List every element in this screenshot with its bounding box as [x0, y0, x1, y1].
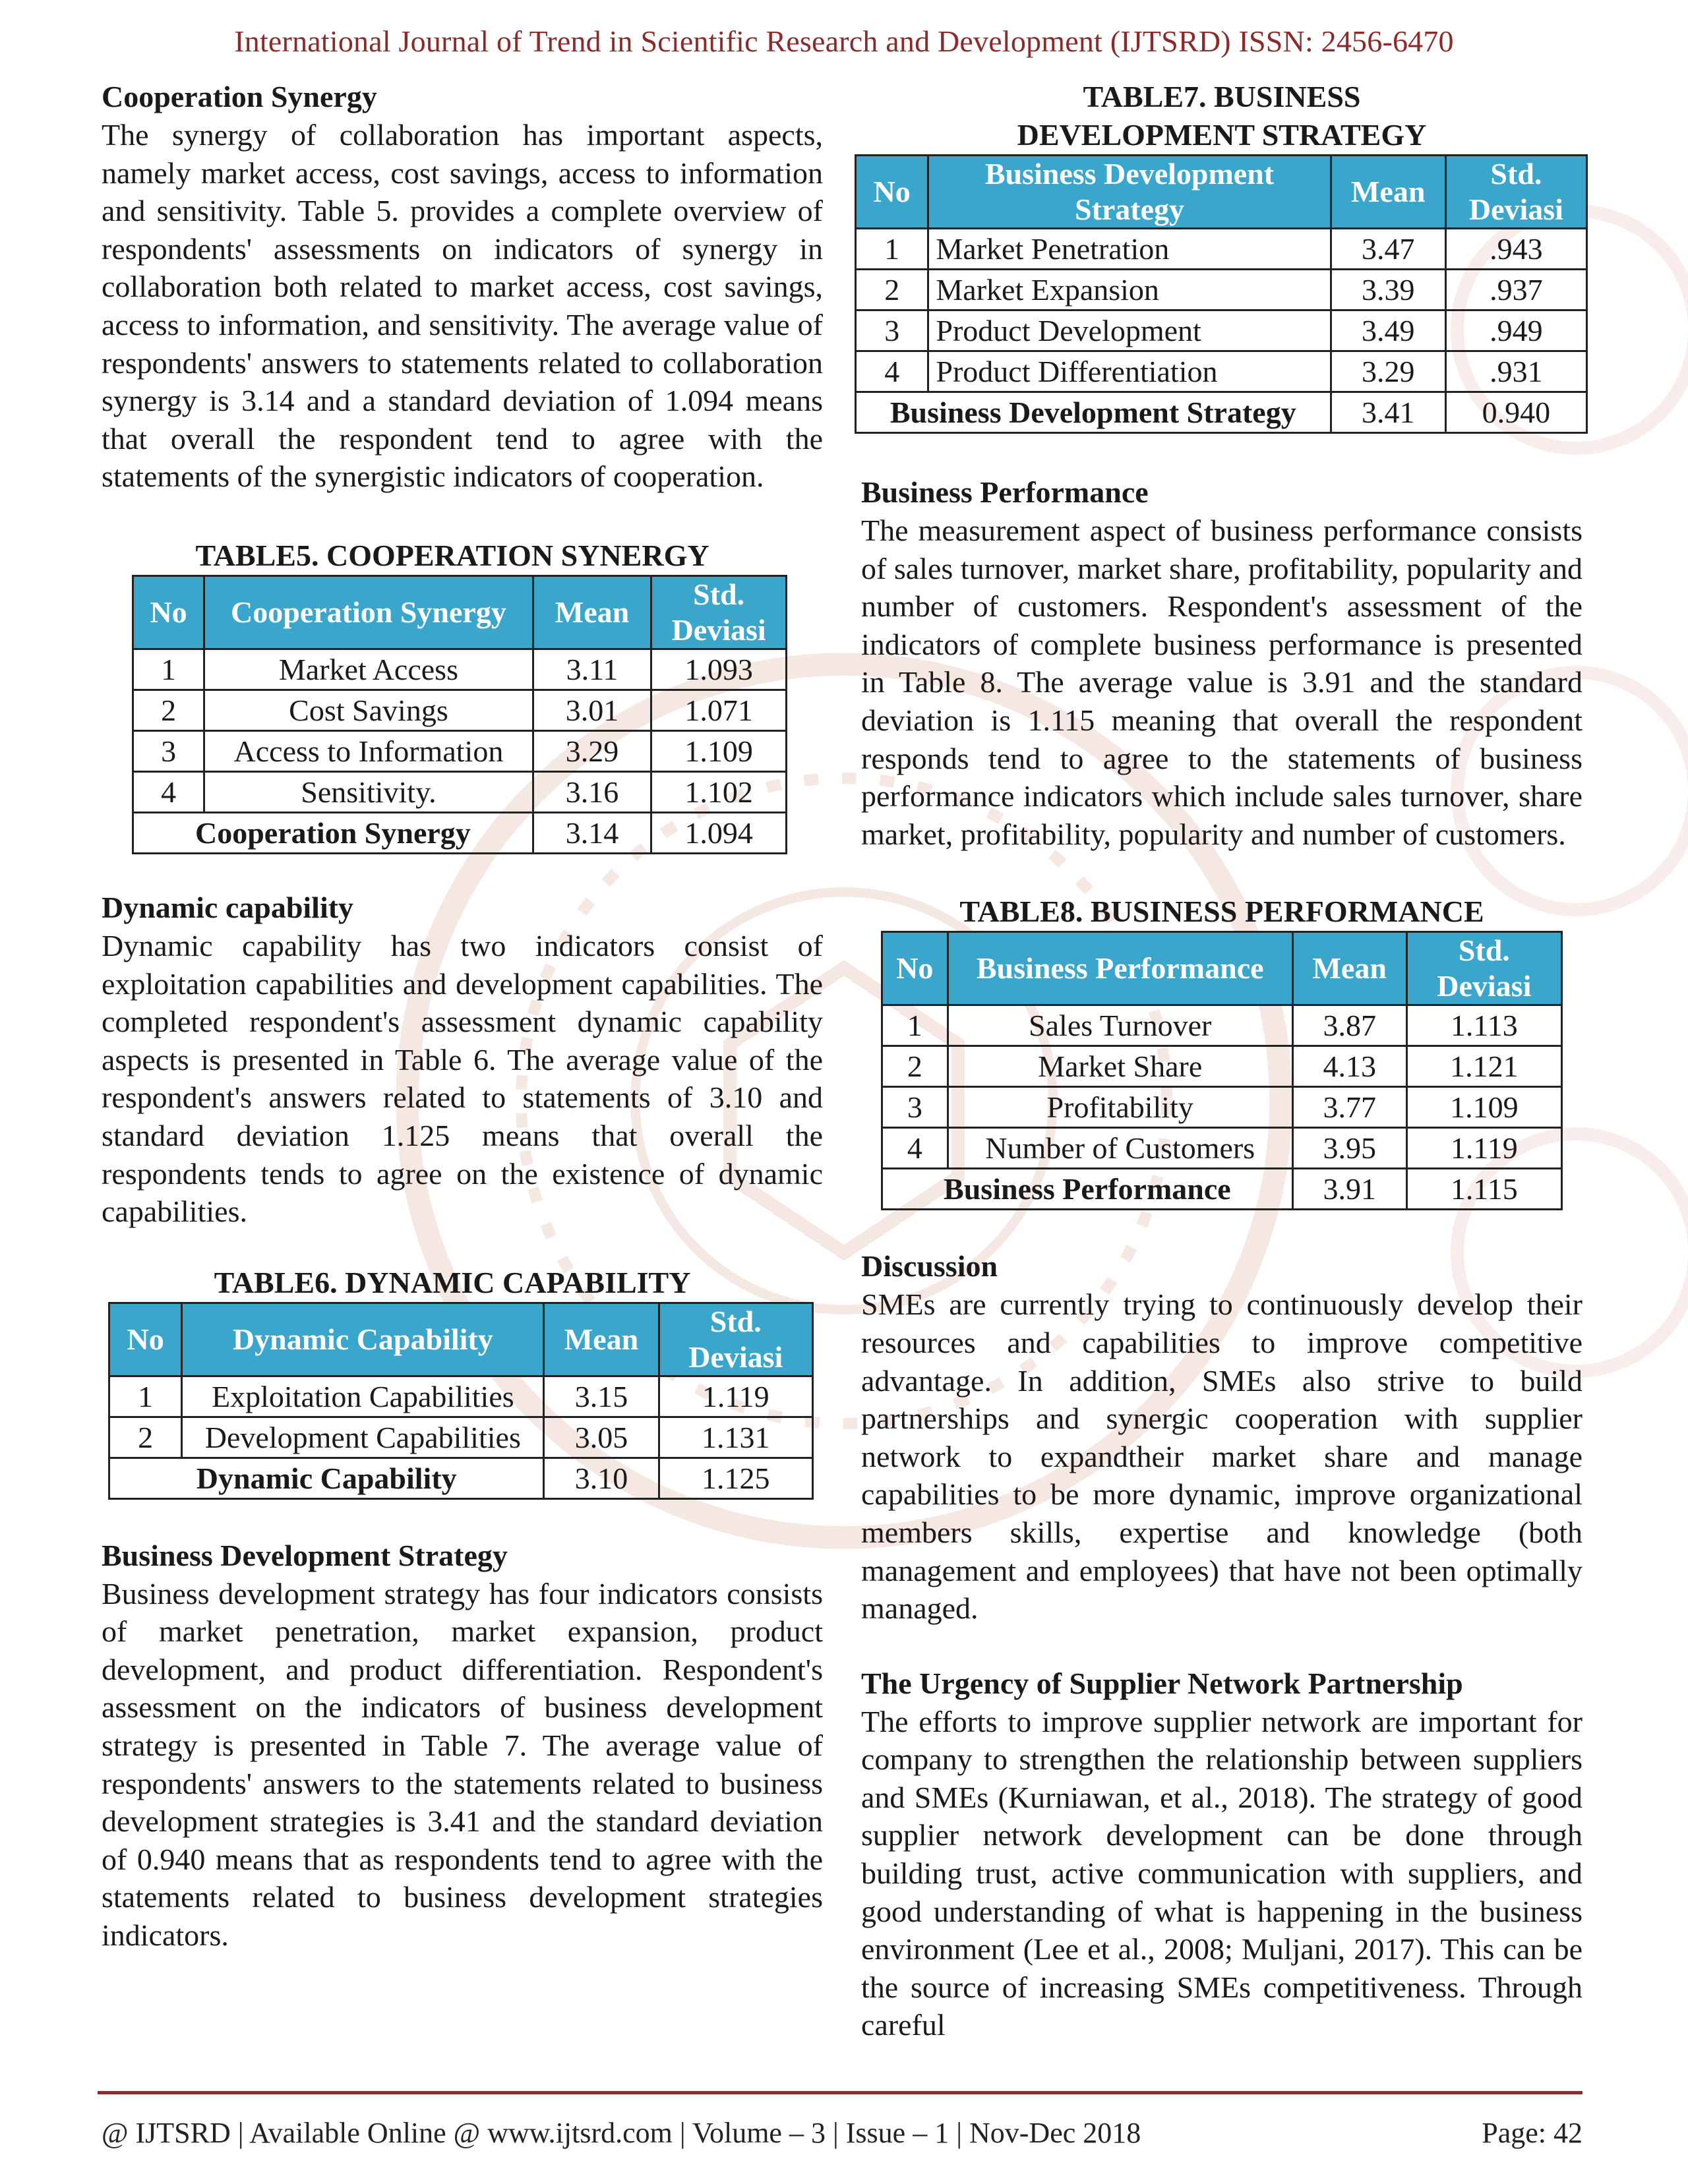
- table-cell: 4: [882, 1128, 948, 1169]
- table-header-cell: Mean: [1331, 156, 1445, 229]
- table-cell: Market Penetration: [928, 229, 1331, 270]
- table-cell: 3.10: [544, 1458, 659, 1498]
- table-row: [109, 1417, 813, 1458]
- table-cell: 1: [856, 229, 928, 270]
- table-cell: Sales Turnover: [948, 1005, 1292, 1046]
- table-header-cell: Std. Deviasi: [1445, 156, 1586, 229]
- table-cell: 3: [856, 310, 928, 351]
- section-title-cooperation-synergy: Cooperation Synergy: [102, 80, 377, 113]
- table-header-row: [882, 932, 1562, 1005]
- table-cell: 3.29: [1331, 351, 1445, 392]
- table7-business-development-strategy: [855, 154, 1588, 434]
- table-cell: 1.109: [651, 730, 787, 771]
- table-header-cell: Dynamic Capability: [182, 1303, 544, 1376]
- table-total-row: [882, 1169, 1562, 1210]
- table-row: [882, 1046, 1562, 1087]
- table-cell: .931: [1445, 351, 1586, 392]
- table6-caption: TABLE6. DYNAMIC CAPABILITY: [214, 1265, 691, 1299]
- table-header-cell: Mean: [1292, 932, 1406, 1005]
- table-cell: 1.093: [651, 649, 787, 690]
- table-cell: 3.15: [544, 1376, 659, 1417]
- table8-business-performance: [881, 931, 1563, 1210]
- table-cell: 3.39: [1331, 270, 1445, 310]
- section-title-dynamic-capability: Dynamic capability: [102, 890, 354, 924]
- table-cell: 2: [133, 690, 204, 730]
- section-title-discussion: Discussion: [861, 1249, 998, 1284]
- table-header-row: [133, 576, 787, 649]
- left-column: [102, 78, 823, 1955]
- table-total-label: Cooperation Synergy: [133, 812, 533, 853]
- table-cell: 3.29: [533, 730, 651, 771]
- table-header-cell: No: [856, 156, 928, 229]
- table-cell: 4: [856, 351, 928, 392]
- table-total-row: [109, 1458, 813, 1498]
- table-row: [882, 1005, 1562, 1046]
- table-row: [882, 1128, 1562, 1169]
- table-cell: Development Capabilities: [182, 1417, 544, 1458]
- table-row: [856, 270, 1587, 310]
- table-header-cell: Mean: [533, 576, 651, 649]
- table-cell: 3.14: [533, 812, 651, 853]
- table-cell: Exploitation Capabilities: [182, 1376, 544, 1417]
- table-cell: 3.49: [1331, 310, 1445, 351]
- section-title-urgency-supplier-network: The Urgency of Supplier Network Partnership: [861, 1666, 1463, 1700]
- table-cell: 3.77: [1292, 1087, 1406, 1128]
- table-cell: Number of Customers: [948, 1128, 1292, 1169]
- table-row: [109, 1376, 813, 1417]
- table-row: [856, 229, 1587, 270]
- journal-header: International Journal of Trend in Scientific Research and Development (IJTSRD) ISSN: 2456-6470: [234, 24, 1454, 58]
- table-header-cell: Mean: [544, 1303, 659, 1376]
- table-cell: Profitability: [948, 1087, 1292, 1128]
- table-total-label: Dynamic Capability: [109, 1458, 544, 1498]
- table-cell: Market Share: [948, 1046, 1292, 1087]
- table-cell: 1.071: [651, 690, 787, 730]
- table-cell: 3: [133, 730, 204, 771]
- table-cell: 3.16: [533, 771, 651, 812]
- table-row: [133, 690, 787, 730]
- table-header-row: [109, 1303, 813, 1376]
- table-cell: 1.119: [659, 1376, 813, 1417]
- paragraph-dynamic-capability: Dynamic capability has two indicators consist of exploitation capabilities and development capabilities. The completed respondent's assessment dynamic capability aspects is presented in Table 6. The average value of the respondent's answers related to statements of 3.10 and standard deviation 1.125 means that overall the respondents tends to agree on the existence of dynamic capabilities.: [102, 928, 823, 1229]
- table6-dynamic-capability: [108, 1302, 814, 1500]
- table-cell: 3.87: [1292, 1005, 1406, 1046]
- page-footer: [102, 2116, 1582, 2150]
- table-cell: 3.05: [544, 1417, 659, 1458]
- table-row: [856, 351, 1587, 392]
- table-cell: 4.13: [1292, 1046, 1406, 1087]
- table-cell: .937: [1445, 270, 1586, 310]
- table-header-row: [856, 156, 1587, 229]
- table-header-cell: No: [882, 932, 948, 1005]
- table-cell: 1.109: [1406, 1087, 1561, 1128]
- paragraph-business-performance: The measurement aspect of business performance consists of sales turnover, market share, profitability, popularity and number of customers. Respondent's assessment of the indicators of complete business performance is presented in Table 8. The average value is 3.91 and the standard deviation is 1.115 meaning that overall the respondent responds tend to agree to the statements of business performance indicators which include sales turnover, share market, profitability, popularity and number of customers.: [861, 514, 1582, 851]
- table-total-row: [856, 392, 1587, 433]
- paragraph-urgency-supplier-network: The efforts to improve supplier network are important for company to strengthen the relationship between suppliers and SMEs (Kurniawan, et al., 2018). The strategy of good supplier network development can be done through building trust, active communication with suppliers, and good understanding of what is happening in the business environment (Lee et al., 2008; Muljani, 2017). This can be the source of increasing SMEs competitiveness. Through careful: [861, 1704, 1582, 2042]
- table-header-cell: Business Development Strategy: [928, 156, 1331, 229]
- paragraph-discussion: SMEs are currently trying to continuously develop their resources and capabilities to improve competitive advantage. In addition, SMEs also strive to build partnerships and synergic cooperation with supplier network to expandtheir market share and manage capabilities to be more dynamic, improve organizational members skills, expertise and knowledge (both management and employees) that have not been optimally managed.: [861, 1287, 1582, 1626]
- table-cell: 3: [882, 1087, 948, 1128]
- table-header-cell: No: [109, 1303, 182, 1376]
- table-cell: Cost Savings: [204, 690, 533, 730]
- table-cell: 1.094: [651, 812, 787, 853]
- table-total-label: Business Development Strategy: [856, 392, 1331, 433]
- table-cell: 3.41: [1331, 392, 1445, 433]
- table8-caption: TABLE8. BUSINESS PERFORMANCE: [959, 895, 1484, 929]
- table-cell: 1.115: [1406, 1169, 1561, 1210]
- table7-caption: TABLE7. BUSINESS DEVELOPMENT STRATEGY: [1017, 80, 1427, 152]
- table-cell: 1: [133, 649, 204, 690]
- table-cell: 1.102: [651, 771, 787, 812]
- table-header-cell: Std. Deviasi: [651, 576, 787, 649]
- footer-journal-info: @ IJTSRD | Available Online @ www.ijtsrd.com | Volume – 3 | Issue – 1 | Nov-Dec 2018: [102, 2117, 1141, 2149]
- table-cell: 3.01: [533, 690, 651, 730]
- table-header-cell: Std. Deviasi: [659, 1303, 813, 1376]
- table-row: [133, 771, 787, 812]
- table-cell: 3.91: [1292, 1169, 1406, 1210]
- table-cell: 1.119: [1406, 1128, 1561, 1169]
- table-cell: 1.113: [1406, 1005, 1561, 1046]
- table-row: [133, 730, 787, 771]
- section-title-business-performance: Business Performance: [861, 475, 1149, 509]
- table-cell: .949: [1445, 310, 1586, 351]
- table-cell: 3.47: [1331, 229, 1445, 270]
- table-cell: 3.95: [1292, 1128, 1406, 1169]
- table5-caption: TABLE5. COOPERATION SYNERGY: [195, 538, 709, 572]
- table-cell: .943: [1445, 229, 1586, 270]
- table-cell: Market Expansion: [928, 270, 1331, 310]
- table-cell: 2: [856, 270, 928, 310]
- table-cell: 2: [109, 1417, 182, 1458]
- table-cell: 1: [882, 1005, 948, 1046]
- table-cell: Access to Information: [204, 730, 533, 771]
- paragraph-business-development-strategy: Business development strategy has four indicators consists of market penetration, market expansion, product development, and product differentiation. Respondent's assessment on the indicators of business development strategy is presented in Table 7. The average value of respondents' answers to the statements related to business development strategies is 3.41 and the standard deviation of 0.940 means that as respondents tend to agree with the statements related to business development strategies indicators.: [102, 1576, 823, 1953]
- right-column: [861, 78, 1582, 2044]
- table-header-cell: No: [133, 576, 204, 649]
- table-cell: 4: [133, 771, 204, 812]
- table-cell: Product Development: [928, 310, 1331, 351]
- table-total-label: Business Performance: [882, 1169, 1293, 1210]
- table-header-cell: Business Performance: [948, 932, 1292, 1005]
- paragraph-cooperation-synergy: The synergy of collaboration has important aspects, namely market access, cost savings, access to information and sensitivity. Table 5. provides a complete overview of respondents' assessments on indicators of synergy in collaboration both related to market access, cost savings, access to information, and sensitivity. The average value of respondents' answers to statements related to collaboration synergy is 3.14 and a standard deviation of 1.094 means that overall the respondent tend to agree with the statements of the synergistic indicators of cooperation.: [102, 118, 823, 494]
- table-cell: 0.940: [1445, 392, 1586, 433]
- table5-cooperation-synergy: [132, 575, 787, 854]
- table-row: [882, 1087, 1562, 1128]
- page-number: Page: 42: [1482, 2117, 1582, 2149]
- table-cell: 1.125: [659, 1458, 813, 1498]
- table-cell: 2: [882, 1046, 948, 1087]
- table-cell: 3.11: [533, 649, 651, 690]
- section-title-business-development-strategy: Business Development Strategy: [102, 1538, 508, 1572]
- table-row: [856, 310, 1587, 351]
- table-cell: 1.131: [659, 1417, 813, 1458]
- footer-divider: [98, 2091, 1582, 2094]
- table-cell: 1: [109, 1376, 182, 1417]
- table-header-cell: Cooperation Synergy: [204, 576, 533, 649]
- table-cell: Product Differentiation: [928, 351, 1331, 392]
- table-cell: Market Access: [204, 649, 533, 690]
- table-cell: Sensitivity.: [204, 771, 533, 812]
- table-row: [133, 649, 787, 690]
- table-total-row: [133, 812, 787, 853]
- table-header-cell: Std. Deviasi: [1406, 932, 1561, 1005]
- table-cell: 1.121: [1406, 1046, 1561, 1087]
